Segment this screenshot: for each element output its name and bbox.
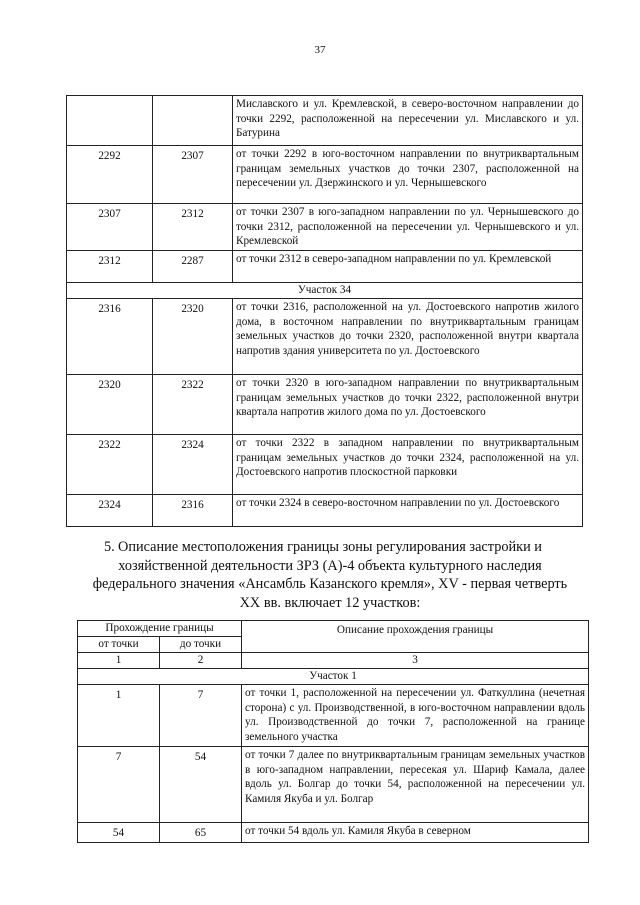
description-cell: Миславского и ул. Кремлевской, в северо-восточном направлении до точки 2292, расположенной на пересечении ул. Миславского и ул. Батурина (233, 96, 583, 146)
to-point-cell: 2312 (153, 204, 233, 251)
table-row (67, 435, 583, 495)
description-cell: от точки 2322 в западном направлении по внутриквартальным границам земельных участков до точки 2324, расположенной на ул. Достоевского напротив плоскостной парковки (233, 435, 583, 495)
from-point-cell: 2324 (67, 495, 153, 527)
boundary-table-continued (66, 95, 583, 527)
to-point-cell (153, 96, 233, 146)
section-heading (80, 538, 580, 612)
from-point-cell: 2312 (67, 251, 153, 283)
from-point-cell: 7 (78, 747, 160, 823)
description-cell: от точки 2320 в юго-западном направлении по внутриквартальным границам земельных участков до точки 2322, расположенной внутри квартала напротив жилого дома по ул. Достоевского (233, 375, 583, 435)
description-cell: от точки 54 вдоль ул. Камиля Якуба в северном (242, 823, 589, 843)
description-cell: от точки 2316, расположенной на ул. Достоевского напротив жилого дома, в восточном направлении по внутриквартальным границам земельных участков до точки 2320, расположенной внутри квартала напротив здания университета по ул. Достоевского (233, 299, 583, 375)
from-point-cell: 2320 (67, 375, 153, 435)
from-point-cell: 1 (78, 685, 160, 747)
from-point-cell: 54 (78, 823, 160, 843)
section-label: Участок 1 (78, 669, 589, 685)
to-point-cell: 2287 (153, 251, 233, 283)
description-cell: от точки 2307 в юго-западном направлении по ул. Чернышевского до точки 2312, расположенной на пересечении ул. Чернышевского и ул. Кремлевской (233, 204, 583, 251)
to-point-cell: 2322 (153, 375, 233, 435)
table-row (78, 823, 589, 843)
description-cell: от точки 2292 в юго-восточном направлении по внутриквартальным границам земельных участков до точки 2307, расположенной на пересечении ул. Дзержинского и ул. Чернышевского (233, 146, 583, 204)
from-point-cell: 2307 (67, 204, 153, 251)
column-number: 3 (242, 653, 589, 669)
boundary-table (77, 620, 589, 843)
table-row (67, 146, 583, 204)
description-cell: от точки 7 далее по внутриквартальным границам земельных участков в юго-западном направлении, пересекая ул. Шариф Камала, далее вдоль ул. Болгар до точки 54, расположенной на пересечении ул. Камиля Якуба и ул. Болгар (242, 747, 589, 823)
heading-line: XX вв. включает 12 участков: (239, 594, 421, 611)
description-cell: от точки 2312 в северо-западном направлении по ул. Кремлевской (233, 251, 583, 283)
column-number: 2 (160, 653, 242, 669)
section-row (67, 283, 583, 299)
to-point-cell: 54 (160, 747, 242, 823)
from-point-header: от точки (78, 637, 160, 653)
page-number: 37 (314, 44, 326, 56)
description-header: Описание прохождения границы (242, 621, 589, 653)
section-row (78, 669, 589, 685)
table-row (67, 495, 583, 527)
heading-line: Описание местоположения границы зоны регулирования застройки и (118, 539, 542, 555)
description-cell: от точки 1, расположенной на пересечении ул. Фаткуллина (нечетная сторона) с ул. Производственной, в юго-восточном направлении вдоль ул. Производственной до точки 7, расположенной на границе земельного участка (242, 685, 589, 747)
section-label: Участок 34 (67, 283, 583, 299)
column-number-row (78, 653, 589, 669)
from-point-cell (67, 96, 153, 146)
to-point-cell: 2307 (153, 146, 233, 204)
heading-line: федерального значения «Ансамбль Казанского кремля», XV - первая четверть (92, 576, 568, 593)
from-point-cell: 2292 (67, 146, 153, 204)
table-row (67, 375, 583, 435)
to-point-cell: 2320 (153, 299, 233, 375)
to-point-header: до точки (160, 637, 242, 653)
table-row (67, 204, 583, 251)
table-row (67, 299, 583, 375)
table-row (78, 747, 589, 823)
column-number: 1 (78, 653, 160, 669)
table-row (67, 96, 583, 146)
description-cell: от точки 2324 в северо-восточном направлении по ул. Достоевского (233, 495, 583, 527)
heading-line: хозяйственной деятельности ЗРЗ (А)-4 объекта культурного наследия (118, 557, 542, 574)
header-row (78, 621, 589, 637)
to-point-cell: 65 (160, 823, 242, 843)
section-number: 5. (104, 539, 115, 555)
table-row (78, 685, 589, 747)
to-point-cell: 7 (160, 685, 242, 747)
from-point-cell: 2322 (67, 435, 153, 495)
from-point-cell: 2316 (67, 299, 153, 375)
to-point-cell: 2324 (153, 435, 233, 495)
table-row (67, 251, 583, 283)
passage-header: Прохождение границы (78, 621, 242, 637)
to-point-cell: 2316 (153, 495, 233, 527)
